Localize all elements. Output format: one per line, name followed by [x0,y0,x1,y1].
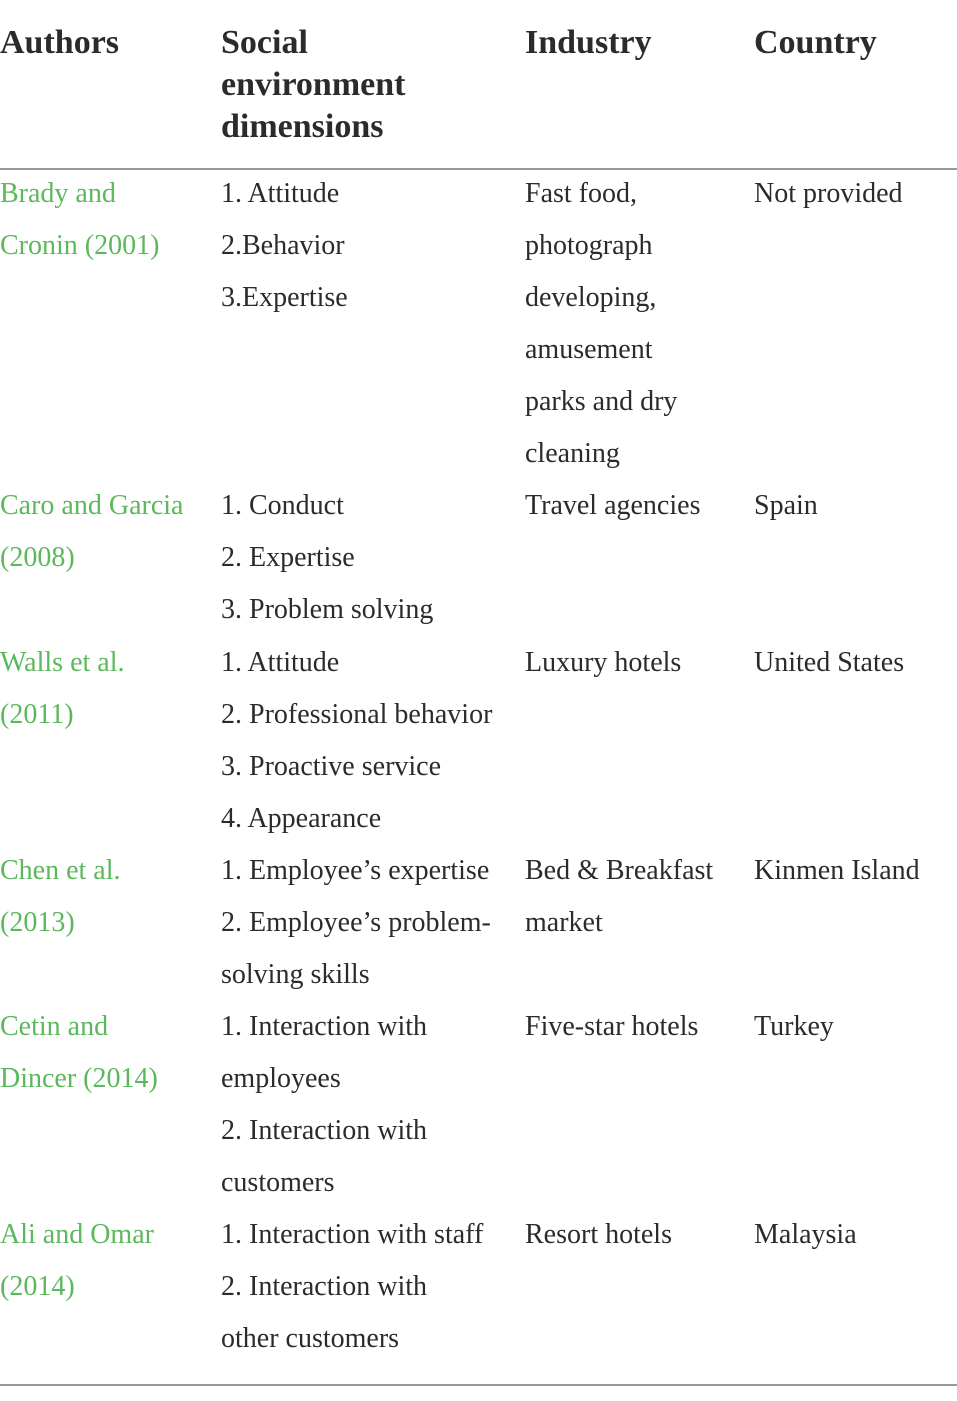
industry-cell [525,168,750,480]
author-line[interactable]: (2014) [0,1271,75,1302]
header-dimensions-line: Social [221,24,308,61]
dimension-line: 1. Conduct [221,490,344,521]
country-line: Turkey [754,1011,834,1042]
dimension-line: 2. Employee’s problem- [221,907,491,938]
header-authors [0,22,215,64]
header-dimensions [221,22,511,148]
country-line: Malaysia [754,1219,857,1250]
dimension-line: 1. Attitude [221,647,340,678]
industry-line: Bed & Breakfast [525,855,714,886]
dimension-line: 1. Interaction with staff [221,1219,484,1250]
industry-line: parks and dry [525,386,678,417]
dimension-line: 2.Behavior [221,230,345,261]
author-cell[interactable] [0,1209,215,1313]
author-cell[interactable] [0,168,215,272]
author-line[interactable]: (2013) [0,907,75,938]
industry-line: photograph [525,230,653,261]
author-cell[interactable] [0,637,215,741]
header-industry [525,22,750,64]
dimensions-cell [221,637,511,845]
dimensions-cell [221,480,511,636]
dimensions-cell [221,168,511,324]
country-cell [754,168,957,220]
dimension-line: 2. Interaction with [221,1271,428,1302]
country-cell [754,1209,957,1261]
dimension-line: solving skills [221,959,370,990]
author-line[interactable]: (2008) [0,542,75,573]
dimension-line: 4. Appearance [221,803,382,834]
dimension-line: 2. Expertise [221,542,355,573]
industry-line: cleaning [525,438,620,469]
industry-cell [525,480,750,532]
country-cell [754,1001,957,1053]
author-line[interactable]: Ali and Omar [0,1219,154,1250]
dimension-line: 2. Professional behavior [221,699,493,730]
country-line: United States [754,647,905,678]
industry-cell [525,845,750,949]
dimension-line: 2. Interaction with [221,1115,428,1146]
author-line[interactable]: Walls et al. [0,647,125,678]
industry-line: Travel agencies [525,490,701,521]
author-line[interactable]: Dincer (2014) [0,1063,158,1094]
author-cell[interactable] [0,480,215,584]
author-line[interactable]: Cronin (2001) [0,230,160,261]
dimensions-cell [221,845,511,1001]
industry-cell [525,1001,750,1053]
dimensions-cell [221,1209,511,1365]
country-cell [754,637,957,689]
author-cell[interactable] [0,845,215,949]
author-cell[interactable] [0,1001,215,1105]
header-country-line: Country [754,24,877,61]
country-line: Not provided [754,178,903,209]
dimension-line: 3. Problem solving [221,594,434,625]
country-cell [754,480,957,532]
dimension-line: 1. Interaction with [221,1011,428,1042]
dimension-line: other customers [221,1323,400,1354]
author-line[interactable]: (2011) [0,699,74,730]
industry-line: Five-star hotels [525,1011,699,1042]
header-industry-line: Industry [525,24,652,61]
header-dimensions-line: environment [221,66,406,103]
header-dimensions-line: dimensions [221,108,384,145]
industry-cell [525,1209,750,1261]
header-authors-line: Authors [0,24,120,61]
country-line: Spain [754,490,818,521]
header-country [754,22,957,64]
dimension-line: 1. Attitude [221,178,340,209]
author-line[interactable]: Cetin and [0,1011,109,1042]
country-line: Kinmen Island [754,855,920,886]
industry-line: Resort hotels [525,1219,672,1250]
table-bottom-rule [0,1384,957,1386]
dimension-line: 3.Expertise [221,282,348,313]
author-line[interactable]: Brady and [0,178,116,209]
author-line[interactable]: Caro and Garcia [0,490,184,521]
industry-line: amusement [525,334,653,365]
dimensions-cell [221,1001,511,1209]
table-header [0,0,957,170]
dimension-line: 1. Employee’s expertise [221,855,490,886]
industry-line: Fast food, [525,178,637,209]
dimension-line: 3. Proactive service [221,751,442,782]
author-line[interactable]: Chen et al. [0,855,121,886]
industry-line: Luxury hotels [525,647,682,678]
industry-line: market [525,907,603,938]
country-cell [754,845,957,897]
industry-cell [525,637,750,689]
dimension-line: employees [221,1063,341,1094]
industry-line: developing, [525,282,657,313]
dimension-line: customers [221,1167,335,1198]
